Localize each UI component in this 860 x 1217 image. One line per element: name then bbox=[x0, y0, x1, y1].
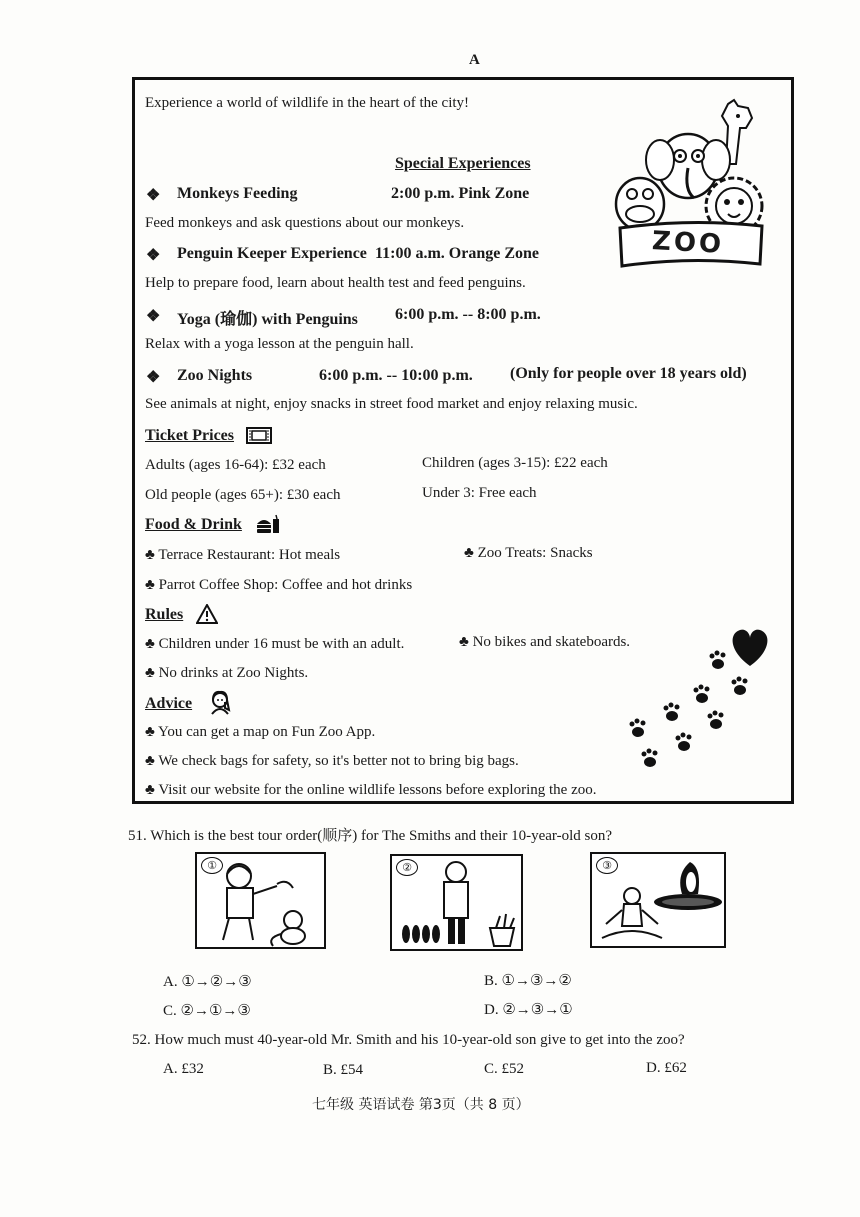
food-terrace-text: Terrace Restaurant: Hot meals bbox=[158, 547, 341, 563]
q51-option-a[interactable]: A. ①→②→③ bbox=[163, 974, 252, 990]
advice-3-text: Visit our website for the online wildlife lessons before exploring the zoo. bbox=[158, 782, 597, 798]
experience-time: 6:00 p.m. -- 8:00 p.m. bbox=[395, 306, 541, 323]
experience-name: Penguin Keeper Experience bbox=[177, 245, 367, 262]
ticket-under3: Under 3: Free each bbox=[422, 485, 537, 501]
age-restriction-note: (Only for people over 18 years old) bbox=[510, 365, 747, 382]
food-parrot bbox=[145, 577, 412, 594]
option-picture-2 bbox=[390, 854, 523, 951]
advice-1-text: You can get a map on Fun Zoo App. bbox=[158, 724, 376, 740]
advice-2 bbox=[145, 753, 519, 770]
rules-title: Rules bbox=[145, 606, 184, 623]
special-experiences-title: Special Experiences bbox=[395, 155, 531, 172]
food-treats bbox=[464, 545, 593, 562]
food-terrace bbox=[145, 547, 340, 564]
advice-3 bbox=[145, 782, 597, 799]
food-drink-title: Food & Drink bbox=[145, 516, 242, 533]
picture-number-label: ① bbox=[201, 857, 223, 874]
ticket-children: Children (ages 3-15): £22 each bbox=[422, 455, 608, 471]
experience-time: 6:00 p.m. -- 10:00 p.m. bbox=[319, 367, 473, 384]
q52-option-c[interactable]: C. £52 bbox=[484, 1061, 525, 1077]
experience-time: 2:00 p.m. Pink Zone bbox=[391, 185, 530, 202]
advice-1 bbox=[145, 724, 375, 741]
picture-number-label: ② bbox=[396, 859, 418, 876]
paw-prints-heart-decoration bbox=[620, 624, 772, 774]
experience-time: 11:00 a.m. Orange Zone bbox=[375, 245, 539, 262]
club-icon: ♣ bbox=[145, 753, 155, 769]
club-icon: ♣ bbox=[145, 577, 155, 593]
advice-2-text: We check bags for safety, so it's better not to bring big bags. bbox=[158, 753, 519, 769]
rule-3-text: No drinks at Zoo Nights. bbox=[158, 665, 309, 681]
experience-name: Yoga (瑜伽) with Penguins bbox=[177, 311, 358, 328]
club-icon: ♣ bbox=[145, 724, 155, 740]
experience-desc: Relax with a yoga lesson at the penguin hall. bbox=[145, 336, 414, 352]
q51-option-d[interactable]: D. ②→③→① bbox=[484, 1002, 573, 1018]
notice-intro: Experience a world of wildlife in the heart of the city! bbox=[145, 95, 470, 111]
q52-option-b[interactable]: B. £54 bbox=[323, 1062, 364, 1078]
option-picture-1 bbox=[195, 852, 326, 949]
rule-1 bbox=[145, 636, 404, 653]
experience-name: Monkeys Feeding bbox=[177, 185, 298, 202]
question-52-stem: 52. How much must 40-year-old Mr. Smith and his 10-year-old son give to get into the zoo? bbox=[132, 1032, 685, 1048]
bullet-icon: ❖ bbox=[146, 247, 161, 264]
warning-icon bbox=[196, 604, 218, 624]
advice-title: Advice bbox=[145, 695, 193, 712]
rule-2-text: No bikes and skateboards. bbox=[472, 634, 631, 650]
ticket-old: Old people (ages 65+): £30 each bbox=[145, 487, 341, 503]
q51-option-c[interactable]: C. ②→①→③ bbox=[163, 1003, 251, 1019]
club-icon: ♣ bbox=[145, 665, 155, 681]
ticket-adults: Adults (ages 16-64): £32 each bbox=[145, 457, 326, 473]
advisor-girl-icon bbox=[208, 690, 234, 716]
food-parrot-text: Parrot Coffee Shop: Coffee and hot drinks bbox=[158, 577, 413, 593]
club-icon: ♣ bbox=[145, 547, 155, 563]
experience-desc: Feed monkeys and ask questions about our monkeys. bbox=[145, 215, 465, 231]
experience-name: Zoo Nights bbox=[177, 367, 253, 384]
option-picture-3 bbox=[590, 852, 726, 948]
experience-desc: See animals at night, enjoy snacks in street food market and enjoy relaxing music. bbox=[145, 396, 638, 412]
question-51-stem: 51. Which is the best tour order(顺序) for The Smiths and their 10-year-old son? bbox=[128, 828, 613, 844]
picture-number-label: ③ bbox=[596, 857, 618, 874]
bullet-icon: ❖ bbox=[146, 187, 161, 204]
q52-option-d[interactable]: D. £62 bbox=[646, 1060, 687, 1076]
rule-2 bbox=[459, 634, 630, 651]
experience-desc: Help to prepare food, learn about health test and feed penguins. bbox=[145, 275, 526, 291]
section-label: A bbox=[469, 52, 480, 68]
zoo-sign-text: ZOO bbox=[651, 226, 725, 260]
club-icon: ♣ bbox=[464, 545, 474, 561]
ticket-icon bbox=[246, 427, 272, 444]
club-icon: ♣ bbox=[459, 634, 469, 650]
page-footer: 七年级 英语试卷 第3页（共 8 页） bbox=[312, 1097, 530, 1113]
food-treats-text: Zoo Treats: Snacks bbox=[477, 545, 593, 561]
rule-3 bbox=[145, 665, 308, 682]
zoo-animals-illustration bbox=[610, 94, 770, 272]
ticket-prices-title: Ticket Prices bbox=[145, 427, 235, 444]
q52-option-a[interactable]: A. £32 bbox=[163, 1061, 204, 1077]
burger-drink-icon bbox=[256, 514, 280, 534]
q51-option-b[interactable]: B. ①→③→② bbox=[484, 973, 572, 989]
bullet-icon: ❖ bbox=[146, 308, 161, 325]
club-icon: ♣ bbox=[145, 782, 155, 798]
bullet-icon: ❖ bbox=[146, 369, 161, 386]
club-icon: ♣ bbox=[145, 636, 155, 652]
rule-1-text: Children under 16 must be with an adult. bbox=[158, 636, 405, 652]
